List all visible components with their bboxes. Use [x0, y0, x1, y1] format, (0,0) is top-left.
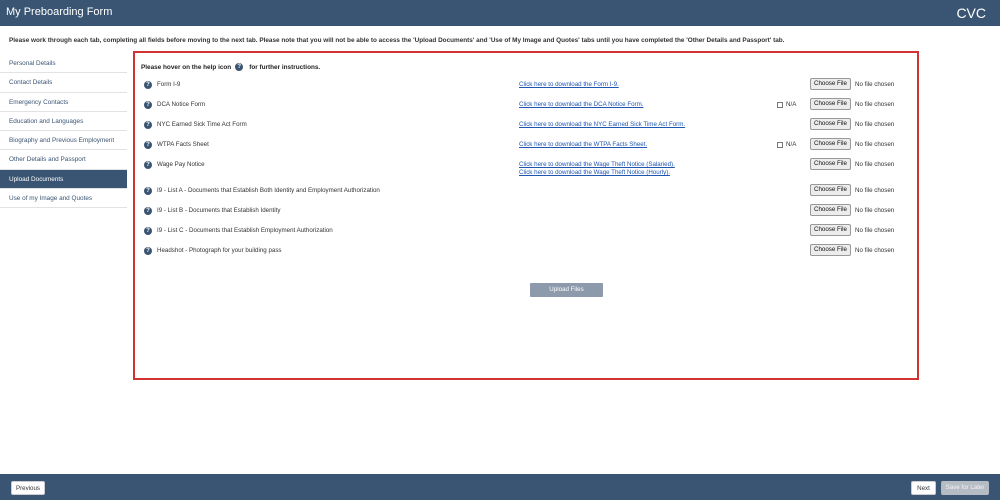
document-label: WTPA Facts Sheet [157, 141, 209, 148]
download-link[interactable]: Click here to download the Form I-9. [519, 81, 619, 88]
choose-file-button[interactable]: Choose File [810, 204, 851, 216]
download-links [519, 81, 619, 89]
question-circle-icon[interactable]: ? [144, 161, 152, 169]
choose-file-button[interactable]: Choose File [810, 118, 851, 130]
document-label: I9 - List B - Documents that Establish Identity [157, 207, 281, 214]
document-label: I9 - List C - Documents that Establish Employment Authorization [157, 227, 333, 234]
file-status: No file chosen [855, 121, 895, 128]
document-label: I9 - List A - Documents that Establish Both Identity and Employment Authorization [157, 187, 380, 194]
file-status: No file chosen [855, 187, 895, 194]
na-checkbox-group [777, 101, 796, 109]
na-label: N/A [786, 101, 797, 108]
download-link[interactable]: Click here to download the DCA Notice Form. [519, 101, 644, 108]
question-circle-icon[interactable]: ? [144, 187, 152, 195]
sidebar-item-education-and-languages[interactable]: Education and Languages [0, 112, 127, 131]
brand-logo: CVC [956, 5, 986, 21]
download-link[interactable]: Click here to download the NYC Earned Sick Time Act Form. [519, 121, 686, 128]
na-label: N/A [786, 141, 797, 148]
previous-button[interactable]: Previous [11, 481, 45, 495]
download-links [519, 161, 675, 177]
question-circle-icon[interactable]: ? [144, 207, 152, 215]
next-button[interactable]: Next [911, 481, 936, 495]
choose-file-button[interactable]: Choose File [810, 158, 851, 170]
file-status: No file chosen [855, 161, 895, 168]
help-line [141, 63, 320, 71]
header-bar [0, 0, 1000, 26]
sidebar-item-personal-details[interactable]: Personal Details [0, 54, 127, 73]
download-link[interactable]: Click here to download the Wage Theft Notice (Hourly). [519, 169, 670, 176]
help-text-before: Please hover on the help icon [141, 63, 232, 71]
sidebar-item-contact-details[interactable]: Contact Details [0, 73, 127, 92]
upload-files-button[interactable]: Upload Files [530, 283, 603, 297]
document-label: DCA Notice Form [157, 101, 206, 108]
page-title: My Preboarding Form [6, 6, 113, 18]
na-checkbox[interactable] [777, 102, 783, 108]
choose-file-button[interactable]: Choose File [810, 98, 851, 110]
footer-bar [0, 474, 1000, 500]
document-label: Form I-9 [157, 81, 181, 88]
choose-file-button[interactable]: Choose File [810, 138, 851, 150]
file-status: No file chosen [855, 81, 895, 88]
file-status: No file chosen [855, 141, 895, 148]
sidebar-item-upload-documents[interactable]: Upload Documents [0, 170, 127, 189]
instructions-text: Please work through each tab, completing all fields before moving to the next tab. Please note that you will not be able to access the 'Upload Documents' and 'Use of My Image and Quotes' tabs until you have completed the 'Other Details and Passport' tab. [9, 37, 785, 44]
download-link[interactable]: Click here to download the WTPA Facts Sheet. [519, 141, 648, 148]
download-link[interactable]: Click here to download the Wage Theft Notice (Salaried). [519, 161, 675, 168]
choose-file-button[interactable]: Choose File [810, 184, 851, 196]
question-circle-icon[interactable]: ? [144, 101, 152, 109]
save-for-later-button[interactable]: Save for Later [941, 481, 989, 495]
file-status: No file chosen [855, 227, 895, 234]
question-circle-icon[interactable]: ? [144, 227, 152, 235]
file-status: No file chosen [855, 101, 895, 108]
question-circle-icon[interactable]: ? [144, 121, 152, 129]
na-checkbox-group [777, 141, 796, 149]
download-links [519, 101, 644, 109]
question-circle-icon[interactable]: ? [144, 81, 152, 89]
na-checkbox[interactable] [777, 142, 783, 148]
help-text-after: for further instructions. [249, 63, 321, 71]
sidebar-item-other-details-and-passport[interactable]: Other Details and Passport [0, 150, 127, 169]
question-circle-icon[interactable]: ? [235, 63, 243, 71]
sidebar-item-biography-and-previous-employment[interactable]: Biography and Previous Employment [0, 131, 127, 150]
choose-file-button[interactable]: Choose File [810, 78, 851, 90]
download-links [519, 141, 647, 149]
sidebar-nav [0, 54, 127, 208]
question-circle-icon[interactable]: ? [144, 141, 152, 149]
choose-file-button[interactable]: Choose File [810, 244, 851, 256]
document-label: Wage Pay Notice [157, 161, 205, 168]
document-label: Headshot - Photograph for your building pass [157, 247, 282, 254]
file-status: No file chosen [855, 247, 895, 254]
sidebar-item-emergency-contacts[interactable]: Emergency Contacts [0, 93, 127, 112]
document-label: NYC Earned Sick Time Act Form [157, 121, 247, 128]
question-circle-icon[interactable]: ? [144, 247, 152, 255]
choose-file-button[interactable]: Choose File [810, 224, 851, 236]
file-status: No file chosen [855, 207, 895, 214]
download-links [519, 121, 685, 129]
sidebar-item-use-of-my-image-and-quotes[interactable]: Use of my Image and Quotes [0, 189, 127, 208]
